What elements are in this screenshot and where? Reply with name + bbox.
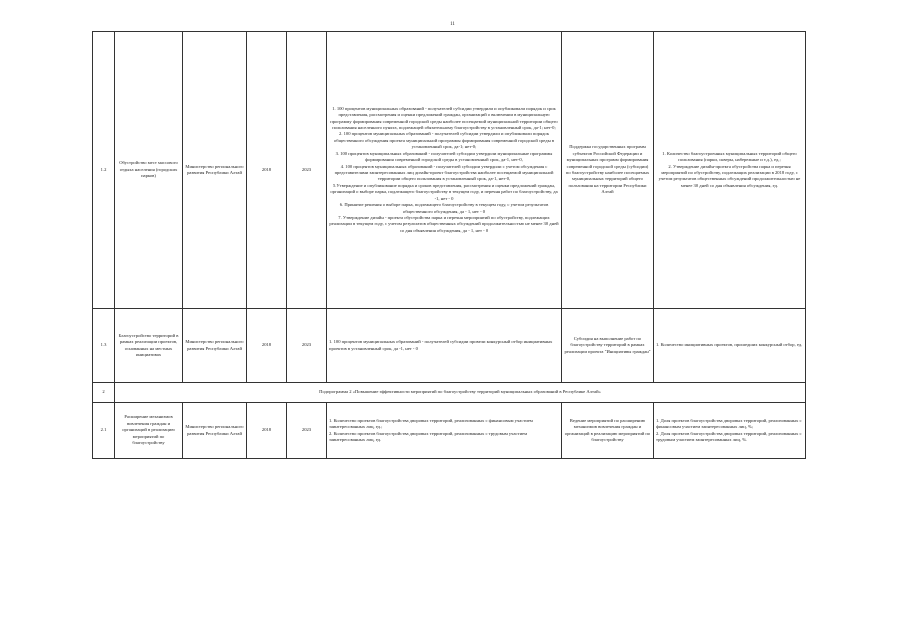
activity-name: Обустройство мест массового отдыха населения (городских парков) [115, 32, 183, 309]
indicator-text: 5.Утверждение и опубликование порядка и сроков представления, рассмотрения и оценки предложений граждан, организаций о выборе парка, подлежащего благоустройству в текущем году, и перечня работ по благоустройству, да -1, нет - 0 [330, 182, 558, 201]
expected-result: Субсидия на выполнение работ по благоустройству территорий в рамках реализации проекта "Инициативы граждан" [562, 309, 654, 383]
indicators-cell [327, 32, 562, 309]
link-indicator-text: 2. Утверждение дизайн-проекта обустройства парка и перечня мероприятий по обустройству, подлежащих реализации в 2018 году, с учетом результатов общественных обсуждений продолжительностью не менее 30 дней со дня объявления обсуждения, ед. [658, 163, 801, 188]
end-year: 2023 [287, 32, 327, 309]
end-year: 2023 [287, 403, 327, 459]
indicator-text: 2. 100 процентов муниципальных образований - получателей субсидии утвердили и опубликовали порядок общественного обсуждения проекта муниципальной программы формирования современной городской среды в установленный срок, да-1; нет-0; [333, 131, 555, 150]
indicator-text: 4. 100 процентов муниципальных образований - получателей субсидии утвердили с учетом обсуждения с представителями заинтересованных лиц дизайн-проект благоустройства наиболее посещаемой муниципальной территории общего пользования в установленный срок, да-1, нет-0, [334, 163, 554, 182]
executor: Министерство регионального развития Республики Алтай [183, 32, 247, 309]
page-number: 11 [450, 22, 455, 27]
indicator-text: 1. 100 процентов муниципальных образований - получателей субсидии утвердили и опубликовали порядок и срок представления, рассмотрения и оценки предложений граждан, организаций о включении в муниципальную программу формирования современной городской среды наиболее посещаемой муниципальной территории общего пользования населенного пункта, подлежащей обязательному благоустройству в установленный срок, да-1; нет-0; [330, 105, 558, 131]
indicator-text: 7. Утверждение дизайн - проекта обустройства парка и перечня мероприятий по обустройству, подлежащих реализации в текущем году, с учетом результатов общественных обсуждений продолжительностью не менее 30 дней со дня объявления обсуждения, да - 1, нет - 0 [329, 214, 559, 233]
table-row [93, 309, 806, 383]
link-indicator-text: 2. Доля проектов благоустройства дворовых территорий, реализованных с трудовым участием заинтересованных лиц, %. [656, 430, 802, 442]
indicator-text: 1. 100 процентов муниципальных образований - получателей субсидии провели конкурсный отбор инициативных проектов в установленный срок, да -1, нет - 0 [329, 339, 553, 351]
link-indicator-text: 1. Доля проектов благоустройства дворовых территорий, реализованных с финансовым участием заинтересованных лиц, %; [656, 417, 802, 430]
indicator-text: 6. Принятие решения о выборе парка, подлежащего благоустройству в текущем году, с учетом результатов общественного обсуждения, да - 1, нет - 0 [339, 202, 549, 214]
activity-name: Расширение механизмов вовлечения граждан и организаций в реализацию мероприятий по благоустройству [115, 403, 183, 459]
link-indicator-text: 1. Количество благоустроенных муниципальных территорий общего пользования (парки, скверы, набережные и т.д.), ед.; [662, 150, 797, 163]
expected-result: Поддержка государственных программ субъектов Российской Федерации и муниципальных программ формирования современной городской среды (субсидии) по благоустройству наиболее посещаемых муниципальных территорий общего пользования на территории Республики Алтай [562, 32, 654, 309]
link-indicator-text: 1. Количество инициативных проектов, прошедших конкурсный отбор, ед. [656, 342, 803, 348]
row-number: 1.3 [93, 309, 115, 383]
link-indicators-cell [654, 309, 806, 383]
start-year: 2018 [247, 309, 287, 383]
indicators-cell [327, 403, 562, 459]
link-indicators-cell [654, 32, 806, 309]
end-year: 2023 [287, 309, 327, 383]
row-number: 2 [93, 383, 115, 403]
indicator-text: 3. 100 процентов муниципальных образований - получателей субсидии утвердили муниципальные программы формирования современной городской среды в установленный срок, да-1, нет-0, [335, 150, 553, 163]
table-row [93, 403, 806, 459]
row-number: 1.2 [93, 32, 115, 309]
indicator-text: 2. Количество проектов благоустройства дворовых территорий, реализованных с трудовым участием заинтересованных лиц, ед. [329, 430, 527, 442]
row-number: 2.1 [93, 403, 115, 459]
executor: Министерство регионального развития Республики Алтай [183, 309, 247, 383]
subprogram-row [93, 383, 806, 403]
indicator-text: 1. Количество проектов благоустройства дворовых территорий, реализованных с финансовым участием заинтересованных лиц, ед.; [329, 417, 533, 430]
start-year: 2018 [247, 403, 287, 459]
expected-result: Ведение мероприятий по расширению механизмов вовлечения граждан и организаций в реализацию мероприятий по благоустройству [562, 403, 654, 459]
subprogram-title: Подпрограмма 2 «Повышение эффективности мероприятий по благоустройству территорий муниципальных образований в Республике Алтай» [115, 383, 806, 403]
indicators-cell [327, 309, 562, 383]
activity-name: Благоустройство территорий в рамках реализации проектов, основанных на местных инициативах [115, 309, 183, 383]
table-row [93, 32, 806, 309]
link-indicators-cell [654, 403, 806, 459]
program-table [92, 31, 806, 459]
executor: Министерство регионального развития Республики Алтай [183, 403, 247, 459]
start-year: 2018 [247, 32, 287, 309]
